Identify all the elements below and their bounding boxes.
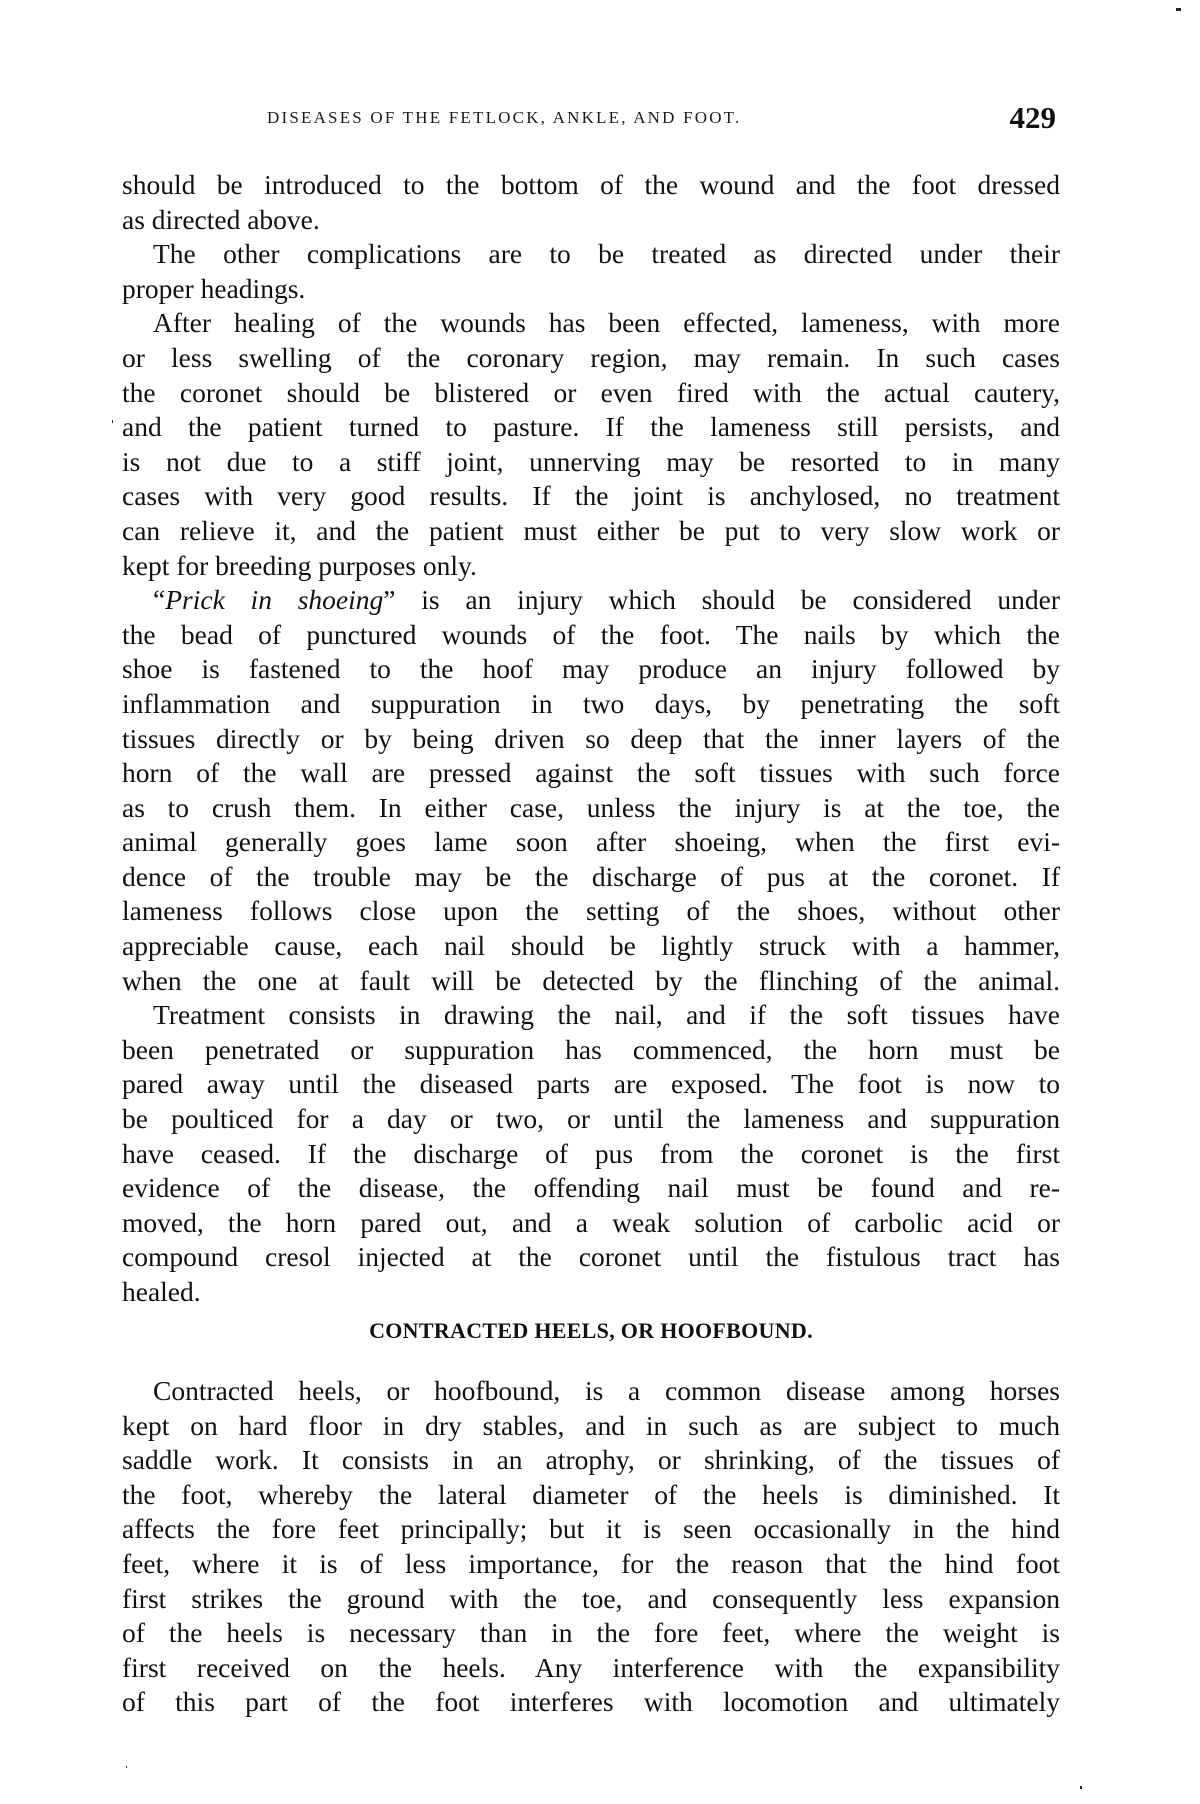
text-line: compound cresol injected at the coronet until the fistulous tract has bbox=[122, 1241, 1060, 1273]
text-line: the foot, whereby the lateral diameter of the heels is diminished. It bbox=[122, 1478, 1060, 1510]
text-line: first strikes the ground with the toe, and consequently less expansion bbox=[122, 1582, 1060, 1614]
text-line: shoe is fastened to the hoof may produce an injury followed by bbox=[122, 653, 1060, 685]
text-line: healed. bbox=[122, 1276, 201, 1307]
text-line: the bead of punctured wounds of the foot. The nails by which the bbox=[122, 618, 1060, 650]
text-line: horn of the wall are pressed against the soft tissues with such force bbox=[122, 757, 1060, 789]
text-line: kept on hard floor in dry stables, and in such as are subject to much bbox=[122, 1409, 1060, 1441]
scan-speck bbox=[112, 420, 113, 423]
text-line: of the heels is necessary than in the fore feet, where the weight is bbox=[122, 1617, 1060, 1649]
text-line: cases with very good results. If the joint is anchylosed, no treatment bbox=[122, 480, 1060, 512]
text-line: have ceased. If the discharge of pus from the coronet is the first bbox=[122, 1137, 1060, 1169]
text-line: can relieve it, and the patient must either be put to very slow work or bbox=[122, 514, 1060, 546]
section-heading: CONTRACTED HEELS, OR HOOFBOUND. bbox=[369, 1318, 813, 1343]
page-number: 429 bbox=[1009, 100, 1056, 135]
text-line: feet, where it is of less importance, for the reason that the hind foot bbox=[122, 1547, 1060, 1579]
text-line: saddle work. It consists in an atrophy, or shrinking, of the tissues of bbox=[122, 1444, 1060, 1476]
text-line: first received on the heels. Any interference with the expansibility bbox=[122, 1651, 1060, 1683]
text-line: when the one at fault will be detected by the flinching of the animal. bbox=[122, 964, 1060, 996]
text-line: After healing of the wounds has been effected, lameness, with more bbox=[153, 307, 1060, 339]
text-line: been penetrated or suppuration has commenced, the horn must be bbox=[122, 1033, 1060, 1065]
text-line: animal generally goes lame soon after shoeing, when the first evi- bbox=[122, 826, 1060, 858]
scan-speck bbox=[126, 1766, 127, 1768]
text-line: tissues directly or by being driven so deep that the inner layers of the bbox=[122, 722, 1060, 754]
scan-speck bbox=[1176, 8, 1181, 11]
text-line: Treatment consists in drawing the nail, and if the soft tissues have bbox=[153, 999, 1060, 1031]
text-line: kept for breeding purposes only. bbox=[122, 549, 477, 581]
text-line: proper headings. bbox=[122, 272, 306, 304]
text-line: should be introduced to the bottom of the wound and the foot dressed bbox=[122, 169, 1060, 200]
text-line: appreciable cause, each nail should be lightly struck with a hammer, bbox=[122, 930, 1060, 962]
open-quote: “ bbox=[153, 584, 166, 616]
text-line: evidence of the disease, the offending nail must be found and re- bbox=[122, 1172, 1060, 1204]
body-text-section-2 bbox=[122, 1374, 1060, 1720]
text-line: of this part of the foot interferes with locomotion and ultimately bbox=[122, 1686, 1060, 1718]
text-line: as to crush them. In either case, unless the injury is at the toe, the bbox=[122, 791, 1060, 823]
text-line: or less swelling of the coronary region, may remain. In such cases bbox=[122, 341, 1060, 373]
text-line: inflammation and suppuration in two days, by penetrating the soft bbox=[122, 687, 1060, 719]
scan-speck bbox=[1080, 1786, 1082, 1789]
line-rest: ” is an injury which should be considered under bbox=[383, 584, 1060, 616]
body-text-section-1 bbox=[122, 168, 1060, 1310]
running-head: DISEASES OF THE FETLOCK, ANKLE, AND FOOT. bbox=[267, 108, 742, 127]
text-line: The other complications are to be treated as directed under their bbox=[153, 238, 1060, 270]
text-line: the coronet should be blistered or even fired with the actual cautery, bbox=[122, 376, 1060, 408]
text-line bbox=[122, 583, 1060, 618]
text-line: lameness follows close upon the setting of the shoes, without other bbox=[122, 895, 1060, 927]
text-line: dence of the trouble may be the discharge of pus at the coronet. If bbox=[122, 860, 1060, 892]
text-line: Contracted heels, or hoofbound, is a common disease among horses bbox=[153, 1375, 1060, 1406]
italic-term: Prick in shoeing bbox=[165, 584, 384, 616]
text-line: moved, the horn pared out, and a weak solution of carbolic acid or bbox=[122, 1206, 1060, 1238]
text-line: and the patient turned to pasture. If the lameness still persists, and bbox=[122, 411, 1060, 443]
text-line: be poulticed for a day or two, or until the lameness and suppuration bbox=[122, 1103, 1060, 1135]
text-line: affects the fore feet principally; but it is seen occasionally in the hind bbox=[122, 1513, 1060, 1545]
text-line: pared away until the diseased parts are exposed. The foot is now to bbox=[122, 1068, 1060, 1100]
text-line: is not due to a stiff joint, unnerving may be resorted to in many bbox=[122, 445, 1060, 477]
text-line: as directed above. bbox=[122, 203, 320, 235]
